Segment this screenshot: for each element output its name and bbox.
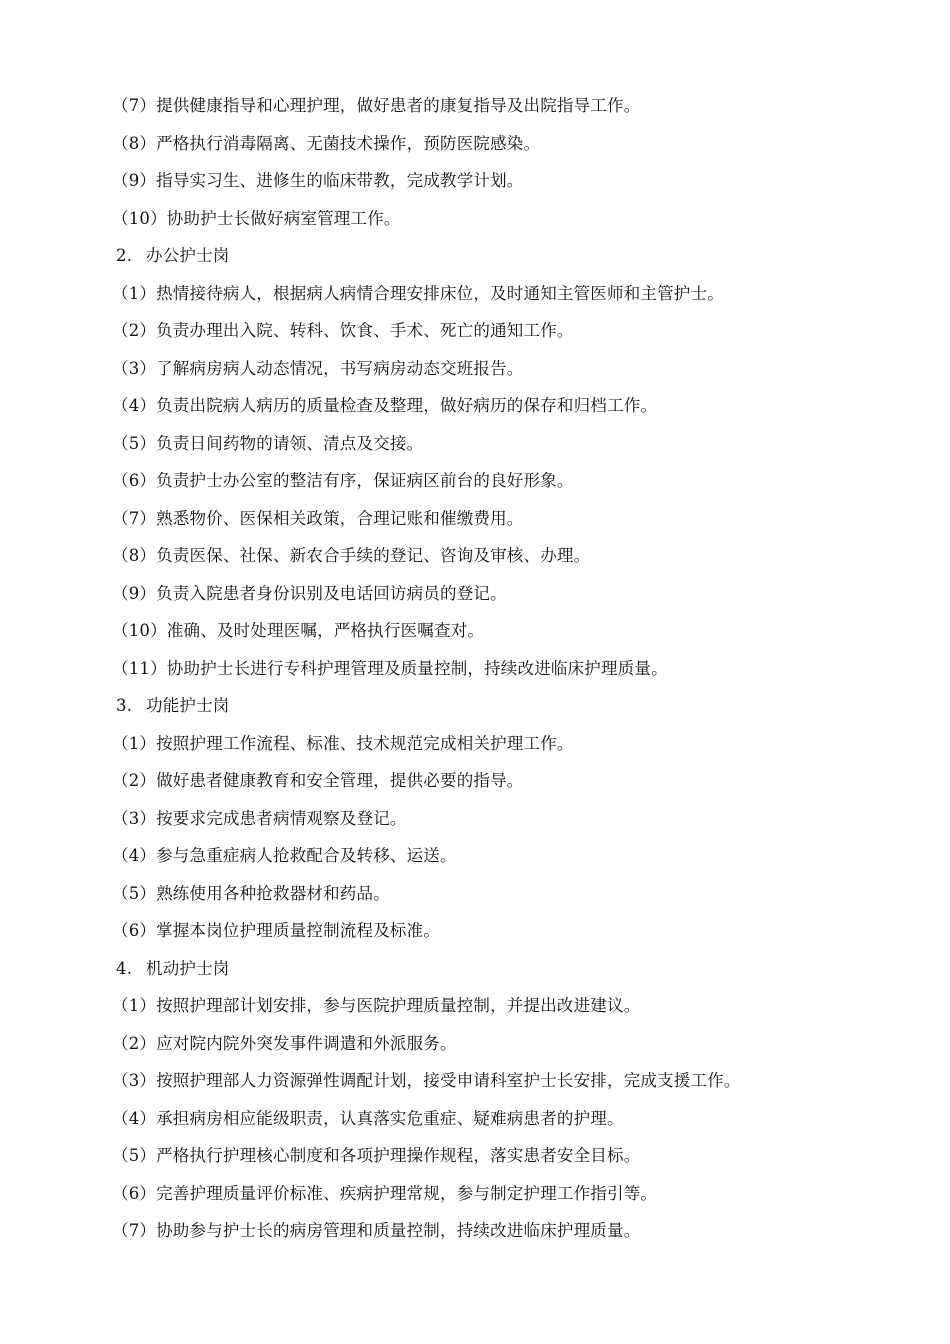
section-title: 机动护士岗 (146, 958, 230, 978)
document-body (112, 87, 902, 1250)
list-item: （2）应对院内院外突发事件调遣和外派服务。 (112, 1033, 457, 1053)
list-item: （5）严格执行护理核心制度和各项护理操作规程，落实患者安全目标。 (112, 1146, 641, 1165)
list-item: （6）完善护理质量评价标准、疾病护理常规，参与制定护理工作指引等。 (112, 1183, 658, 1203)
list-item: （7）协助参与护士长的病房管理和质量控制，持续改进临床护理质量。 (112, 1221, 641, 1240)
list-item: （1）按照护理工作流程、标准、技术规范完成相关护理工作。 (112, 733, 574, 753)
section-heading (112, 687, 902, 725)
section-title: 办公护士岗 (146, 246, 230, 265)
section-number: 2. (116, 246, 133, 265)
list-item: （3）按要求完成患者病情观察及登记。 (112, 808, 407, 828)
list-item: （10）协助护士长做好病室管理工作。 (112, 208, 401, 228)
list-item: （8）严格执行消毒隔离、无菌技术操作，预防医院感染。 (112, 133, 541, 153)
list-item: （5）负责日间药物的请领、清点及交接。 (112, 433, 424, 453)
section-number: 4. (116, 958, 133, 978)
list-item: （7）熟悉物价、医保相关政策，合理记账和催缴费用。 (112, 508, 524, 528)
list-item: （2）做好患者健康教育和安全管理，提供必要的指导。 (112, 771, 524, 790)
list-item: （5）熟练使用各种抢救器材和药品。 (112, 883, 390, 903)
list-item: （8）负责医保、社保、新农合手续的登记、咨询及审核、办理。 (112, 546, 591, 565)
list-item: （4）承担病房相应能级职责，认真落实危重症、疑难病患者的护理。 (112, 1108, 624, 1128)
list-item: （6）掌握本岗位护理质量控制流程及标准。 (112, 921, 440, 940)
list-item: （10）准确、及时处理医嘱，严格执行医嘱查对。 (112, 621, 485, 640)
list-item: （9）指导实习生、进修生的临床带教，完成教学计划。 (112, 171, 524, 190)
list-item: （2）负责办理出入院、转科、饮食、手术、死亡的通知工作。 (112, 321, 574, 340)
list-item: （3）了解病房病人动态情况，书写病房动态交班报告。 (112, 358, 524, 378)
list-item: （3）按照护理部人力资源弹性调配计划，接受申请科室护士长安排，完成支援工作。 (112, 1071, 741, 1090)
list-item: （4）参与急重症病人抢救配合及转移、运送。 (112, 846, 457, 865)
list-item: （9）负责入院患者身份识别及电话回访病员的登记。 (112, 583, 507, 603)
list-item: （7）提供健康指导和心理护理，做好患者的康复指导及出院指导工作。 (112, 96, 641, 115)
list-item: （11）协助护士长进行专科护理管理及质量控制，持续改进临床护理质量。 (112, 658, 668, 678)
list-item: （6）负责护士办公室的整洁有序，保证病区前台的良好形象。 (112, 471, 574, 490)
section-heading (112, 237, 902, 275)
list-item: （1）热情接待病人，根据病人病情合理安排床位，及时通知主管医师和主管护士。 (112, 283, 724, 303)
section-title: 功能护士岗 (146, 696, 230, 715)
list-item: （4）负责出院病人病历的质量检查及整理，做好病历的保存和归档工作。 (112, 396, 658, 415)
list-item: （1）按照护理部计划安排，参与医院护理质量控制，并提出改进建议。 (112, 996, 641, 1015)
section-heading (112, 950, 902, 988)
section-number: 3. (116, 696, 133, 715)
